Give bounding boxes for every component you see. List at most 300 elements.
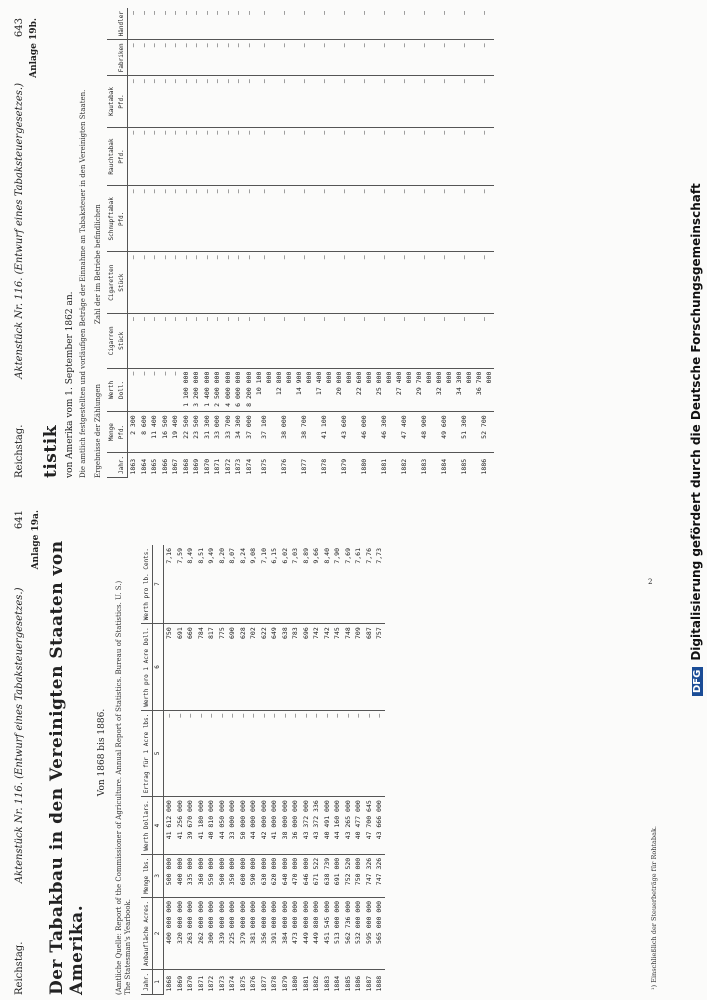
table-cell: —: [185, 710, 196, 796]
table-cell: —: [128, 368, 139, 412]
table-cell: —: [128, 76, 139, 127]
table-cell: —: [217, 710, 228, 796]
table-cell: —: [394, 127, 414, 186]
right-period: von Amerika vom 1. September 1862 an.: [65, 291, 75, 478]
table-cell: 513 000 000: [332, 897, 343, 969]
table-cell: 784: [196, 624, 207, 710]
left-source-note-2: The Statesman's Yearbook.: [124, 899, 132, 995]
table-cell: —: [334, 127, 354, 186]
table-cell: 37 000: [244, 412, 255, 453]
table-cell: 1884: [333, 975, 342, 992]
table-cell: —: [332, 710, 343, 796]
table-cell: —: [374, 186, 394, 252]
table-cell: 9,08: [248, 545, 259, 624]
table-cell: 23 500: [191, 412, 202, 453]
table-row: [301, 545, 312, 995]
table-cell: —: [202, 252, 213, 314]
left-col-header-1: Jahr.: [141, 969, 152, 994]
table-cell: 1882: [312, 975, 321, 992]
table-cell: 1876: [249, 975, 258, 992]
table-cell: —: [334, 40, 354, 76]
table-cell: —: [354, 314, 374, 369]
table-cell: 6,15: [269, 545, 280, 624]
table-cell: 4 000 000: [223, 368, 234, 412]
table-row: [149, 8, 160, 478]
table-cell: —: [254, 127, 274, 186]
table-cell: 649: [269, 624, 280, 710]
table-cell: 747 326: [374, 854, 385, 897]
table-cell: 27 400 000: [394, 368, 414, 412]
table-cell: —: [454, 127, 474, 186]
table-row: [128, 8, 139, 478]
table-cell: —: [254, 76, 274, 127]
left-anlage: Anlage 19a.: [31, 510, 41, 570]
table-cell: —: [244, 314, 255, 369]
table-cell: 1881: [380, 458, 388, 475]
table-cell: 31 300: [202, 412, 213, 453]
table-cell: 7,73: [374, 545, 385, 624]
table-cell: 16 500: [160, 412, 171, 453]
table-cell: 1887: [364, 975, 373, 992]
table-cell: 7,90: [332, 545, 343, 624]
table-cell: 320 000 000: [175, 897, 186, 969]
table-row: [314, 8, 334, 478]
table-cell: 1878: [320, 458, 328, 475]
table-cell: 14 900 000: [294, 368, 314, 412]
table-cell: 1872: [223, 458, 232, 475]
table-cell: —: [128, 40, 139, 76]
table-row: [364, 545, 375, 995]
table-cell: —: [294, 252, 314, 314]
table-cell: —: [160, 40, 171, 76]
table-cell: —: [454, 186, 474, 252]
table-cell: —: [170, 368, 181, 412]
table-cell: —: [254, 40, 274, 76]
table-cell: 50 000 000: [238, 797, 249, 855]
table-row: [434, 8, 454, 478]
table-cell: —: [233, 252, 244, 314]
table-cell: 2 300: [128, 412, 139, 453]
table-cell: —: [170, 252, 181, 314]
table-row: [185, 545, 196, 995]
table-cell: 550 000: [206, 854, 217, 897]
table-cell: —: [223, 252, 234, 314]
table-cell: —: [212, 186, 223, 252]
table-cell: —: [294, 127, 314, 186]
table-row: [202, 8, 213, 478]
table-cell: 6,02: [280, 545, 291, 624]
table-cell: —: [170, 8, 181, 40]
table-row: [343, 545, 354, 995]
left-col-number-6: 6: [152, 624, 164, 710]
table-cell: —: [269, 710, 280, 796]
table-cell: 1868: [165, 975, 174, 992]
table-cell: 9,49: [206, 545, 217, 624]
table-cell: 775: [217, 624, 228, 710]
table-cell: 630 000: [259, 854, 270, 897]
right-page-number: 643: [14, 18, 25, 38]
table-cell: 622: [259, 624, 270, 710]
table-cell: 43 600: [334, 412, 354, 453]
right-col-header-8: Kautabak Pfd.: [107, 76, 128, 127]
table-cell: 32 000 000: [434, 368, 454, 412]
table-cell: —: [314, 40, 334, 76]
table-cell: 22 600 000: [354, 368, 374, 412]
table-row: [414, 8, 434, 478]
table-cell: 360 000: [196, 854, 207, 897]
table-cell: 7,69: [343, 545, 354, 624]
table-cell: 696: [301, 624, 312, 710]
table-cell: —: [314, 186, 334, 252]
table-cell: 350 000: [227, 854, 238, 897]
table-cell: —: [374, 40, 394, 76]
table-cell: 1863: [129, 458, 138, 475]
table-row: [334, 8, 354, 478]
table-cell: 379 000 000: [238, 897, 249, 969]
table-cell: 8 600: [139, 412, 150, 453]
table-cell: 687: [364, 624, 375, 710]
table-cell: 12 800 000: [274, 368, 294, 412]
table-cell: 449 000 000: [301, 897, 312, 969]
table-cell: 628: [238, 624, 249, 710]
table-cell: —: [274, 76, 294, 127]
table-cell: —: [301, 710, 312, 796]
table-cell: —: [294, 40, 314, 76]
table-cell: —: [474, 8, 494, 40]
left-header-left: Reichstag.: [14, 941, 25, 995]
table-cell: —: [394, 186, 414, 252]
table-cell: —: [354, 76, 374, 127]
table-cell: 29 700 000: [414, 368, 434, 412]
table-cell: 17 400 000: [314, 368, 334, 412]
table-cell: —: [290, 710, 301, 796]
table-cell: —: [434, 186, 454, 252]
left-col-number-7: 7: [152, 545, 164, 624]
table-cell: 40 491 000: [322, 797, 333, 855]
table-cell: —: [160, 186, 171, 252]
table-cell: 660: [185, 624, 196, 710]
table-cell: —: [181, 40, 192, 76]
table-cell: 42 000 000: [259, 797, 270, 855]
table-cell: 8,24: [238, 545, 249, 624]
table-cell: —: [374, 8, 394, 40]
table-cell: —: [434, 252, 454, 314]
table-cell: 25 000 000: [374, 368, 394, 412]
right-table-header-row: [107, 8, 128, 478]
table-cell: —: [191, 314, 202, 369]
table-cell: —: [314, 127, 334, 186]
table-cell: 562 736 000: [343, 897, 354, 969]
table-cell: —: [334, 8, 354, 40]
table-cell: 757: [374, 624, 385, 710]
table-cell: 400 000: [175, 854, 186, 897]
table-cell: 41 612 000: [164, 797, 175, 855]
table-cell: 1873: [217, 975, 226, 992]
table-cell: 752 520: [343, 854, 354, 897]
left-col-header-5: Ertrag für 1 Acre lbs.: [141, 710, 152, 796]
table-cell: 46 300: [374, 412, 394, 453]
table-cell: 473 000 000: [290, 897, 301, 969]
table-cell: 8 200 000: [244, 368, 255, 412]
table-cell: —: [233, 127, 244, 186]
table-cell: —: [294, 186, 314, 252]
table-row: [374, 545, 385, 995]
table-cell: 7,10: [259, 545, 270, 624]
table-cell: —: [294, 76, 314, 127]
table-cell: 1870: [186, 975, 195, 992]
table-cell: —: [414, 314, 434, 369]
table-cell: 8,49: [185, 545, 196, 624]
table-cell: 41 256 000: [175, 797, 186, 855]
table-cell: —: [202, 76, 213, 127]
table-cell: —: [164, 710, 175, 796]
table-cell: 36 000 000: [290, 797, 301, 855]
table-cell: 1872: [207, 975, 216, 992]
left-header-center: Aktenstück Nr. 116. (Entwurf eines Tabaksteuergesetzes.): [14, 587, 25, 884]
table-cell: 742: [311, 624, 322, 710]
table-cell: 41 100: [314, 412, 334, 453]
table-cell: —: [314, 252, 334, 314]
dfg-logo: DFG: [692, 667, 703, 696]
table-cell: —: [149, 368, 160, 412]
table-cell: —: [354, 8, 374, 40]
table-cell: —: [394, 252, 414, 314]
table-cell: 40 477 000: [353, 797, 364, 855]
table-cell: 750 000: [353, 854, 364, 897]
table-cell: —: [474, 127, 494, 186]
table-cell: —: [202, 8, 213, 40]
right-col-header-5: Cigaretten Stück: [107, 252, 128, 314]
table-row: [217, 545, 228, 995]
table-cell: —: [181, 8, 192, 40]
table-cell: 709: [353, 624, 364, 710]
right-col-header-2: Menge Pfd.: [107, 412, 128, 453]
dfg-watermark: [687, 6, 705, 996]
table-cell: —: [128, 186, 139, 252]
table-cell: 1878: [270, 975, 279, 992]
table-row: [206, 545, 217, 995]
right-col-header-3: Werth Doll.: [107, 368, 128, 412]
table-cell: 1880: [360, 458, 368, 475]
table-row: [354, 8, 374, 478]
table-cell: —: [139, 252, 150, 314]
table-cell: —: [223, 127, 234, 186]
table-cell: —: [212, 40, 223, 76]
table-cell: —: [223, 40, 234, 76]
table-cell: 1 400 000: [202, 368, 213, 412]
table-cell: 400 000 000: [164, 897, 175, 969]
table-cell: 595 000 000: [364, 897, 375, 969]
center-mark: 2: [648, 578, 653, 586]
table-cell: —: [139, 127, 150, 186]
table-cell: —: [294, 8, 314, 40]
table-cell: 300 000 000: [206, 897, 217, 969]
table-row: [322, 545, 333, 995]
table-cell: —: [181, 186, 192, 252]
table-cell: 52 700: [474, 412, 494, 453]
table-cell: —: [181, 76, 192, 127]
table-row: [196, 545, 207, 995]
table-row: [474, 8, 494, 478]
table-cell: —: [394, 40, 414, 76]
table-row: [332, 545, 343, 995]
table-cell: 225 000 000: [227, 897, 238, 969]
table-cell: —: [434, 8, 454, 40]
table-cell: —: [202, 186, 213, 252]
table-cell: 1864: [139, 458, 148, 475]
table-cell: 691 000: [332, 854, 343, 897]
table-row: [269, 545, 280, 995]
table-cell: 532 000 000: [353, 897, 364, 969]
table-cell: 747 326: [364, 854, 375, 897]
table-cell: 600 000: [238, 854, 249, 897]
table-cell: 702: [248, 624, 259, 710]
table-cell: —: [170, 314, 181, 369]
table-cell: —: [191, 8, 202, 40]
table-cell: —: [354, 40, 374, 76]
right-col-header-10: Händler: [107, 8, 128, 40]
table-cell: 22 500: [181, 412, 192, 453]
right-col-header-7: Rauchtabak Pfd.: [107, 127, 128, 186]
table-cell: 7,16: [164, 545, 175, 624]
table-cell: —: [191, 127, 202, 186]
table-cell: —: [414, 76, 434, 127]
table-cell: 2 500 000: [212, 368, 223, 412]
table-cell: 783: [290, 624, 301, 710]
table-cell: 46 000: [354, 412, 374, 453]
table-row: [191, 8, 202, 478]
table-cell: —: [280, 710, 291, 796]
table-row: [454, 8, 474, 478]
right-anlage: Anlage 19b.: [29, 18, 39, 78]
table-cell: 38 000 000: [280, 797, 291, 855]
table-cell: —: [314, 314, 334, 369]
table-cell: —: [128, 8, 139, 40]
table-row: [311, 545, 322, 995]
table-cell: 38 000: [274, 412, 294, 453]
table-cell: 7,76: [364, 545, 375, 624]
left-table-header-row: [141, 545, 152, 995]
left-page-header: [14, 510, 25, 995]
dfg-watermark-text-wrap: [689, 183, 703, 696]
table-cell: —: [334, 314, 354, 369]
table-cell: —: [259, 710, 270, 796]
table-cell: 34 300: [233, 412, 244, 453]
table-cell: —: [149, 8, 160, 40]
right-title: tistik: [41, 425, 61, 478]
table-cell: —: [334, 252, 354, 314]
table-cell: —: [181, 314, 192, 369]
table-cell: 7,59: [175, 545, 186, 624]
table-cell: 1866: [160, 458, 169, 475]
table-cell: —: [223, 186, 234, 252]
table-cell: 381 000 000: [248, 897, 259, 969]
table-cell: —: [254, 186, 274, 252]
right-col-header-4: Cigarren Stück: [107, 314, 128, 369]
table-cell: —: [170, 76, 181, 127]
table-cell: —: [434, 76, 454, 127]
table-cell: —: [244, 76, 255, 127]
table-cell: —: [454, 8, 474, 40]
table-cell: —: [254, 314, 274, 369]
table-cell: 1869: [192, 458, 201, 475]
table-cell: 1879: [280, 975, 289, 992]
table-cell: —: [274, 314, 294, 369]
table-cell: —: [474, 186, 494, 252]
table-cell: 1885: [343, 975, 352, 992]
table-cell: —: [434, 127, 454, 186]
table-cell: —: [212, 76, 223, 127]
table-cell: —: [149, 314, 160, 369]
table-cell: —: [334, 76, 354, 127]
table-cell: 40 810 000: [206, 797, 217, 855]
table-cell: 640 000: [280, 854, 291, 897]
table-cell: —: [128, 314, 139, 369]
table-cell: —: [191, 40, 202, 76]
table-cell: —: [233, 8, 244, 40]
table-cell: 44 160 000: [332, 797, 343, 855]
table-cell: —: [354, 252, 374, 314]
table-cell: 646 000: [301, 854, 312, 897]
table-cell: —: [191, 76, 202, 127]
table-cell: 1877: [259, 975, 268, 992]
table-cell: 8,89: [301, 545, 312, 624]
table-cell: 356 000 000: [259, 897, 270, 969]
table-cell: —: [394, 8, 414, 40]
table-cell: —: [160, 314, 171, 369]
table-cell: —: [322, 710, 333, 796]
table-cell: —: [454, 40, 474, 76]
left-period: Von 1868 bis 1886.: [97, 708, 107, 797]
table-cell: —: [170, 127, 181, 186]
right-group-header-2: Zahl der im Betriebe befindlichen: [94, 204, 102, 324]
table-cell: 691: [175, 624, 186, 710]
right-col-header-1: Jahr.: [107, 452, 128, 477]
left-page: [14, 495, 664, 995]
table-cell: —: [474, 76, 494, 127]
table-row: [233, 8, 244, 478]
table-cell: —: [314, 8, 334, 40]
table-cell: 1871: [213, 458, 222, 475]
table-cell: —: [160, 368, 171, 412]
table-cell: —: [212, 252, 223, 314]
table-row: [175, 545, 186, 995]
table-cell: 1886: [354, 975, 363, 992]
table-cell: —: [394, 76, 414, 127]
table-cell: 38 700: [294, 412, 314, 453]
table-row: [212, 8, 223, 478]
table-cell: 34 300 000: [454, 368, 474, 412]
table-cell: —: [212, 314, 223, 369]
table-cell: 7,03: [290, 545, 301, 624]
left-col-number-5: 5: [152, 710, 164, 796]
table-cell: 47 400: [394, 412, 414, 453]
table-cell: —: [202, 127, 213, 186]
table-cell: —: [274, 252, 294, 314]
table-cell: —: [170, 40, 181, 76]
table-cell: 339 000 000: [217, 897, 228, 969]
table-cell: —: [274, 127, 294, 186]
table-cell: —: [181, 252, 192, 314]
table-cell: —: [374, 127, 394, 186]
table-cell: —: [353, 710, 364, 796]
table-cell: 745: [332, 624, 343, 710]
table-cell: 19 400: [170, 412, 181, 453]
table-cell: 750: [164, 624, 175, 710]
table-cell: —: [394, 314, 414, 369]
table-cell: —: [181, 127, 192, 186]
table-row: [248, 545, 259, 995]
